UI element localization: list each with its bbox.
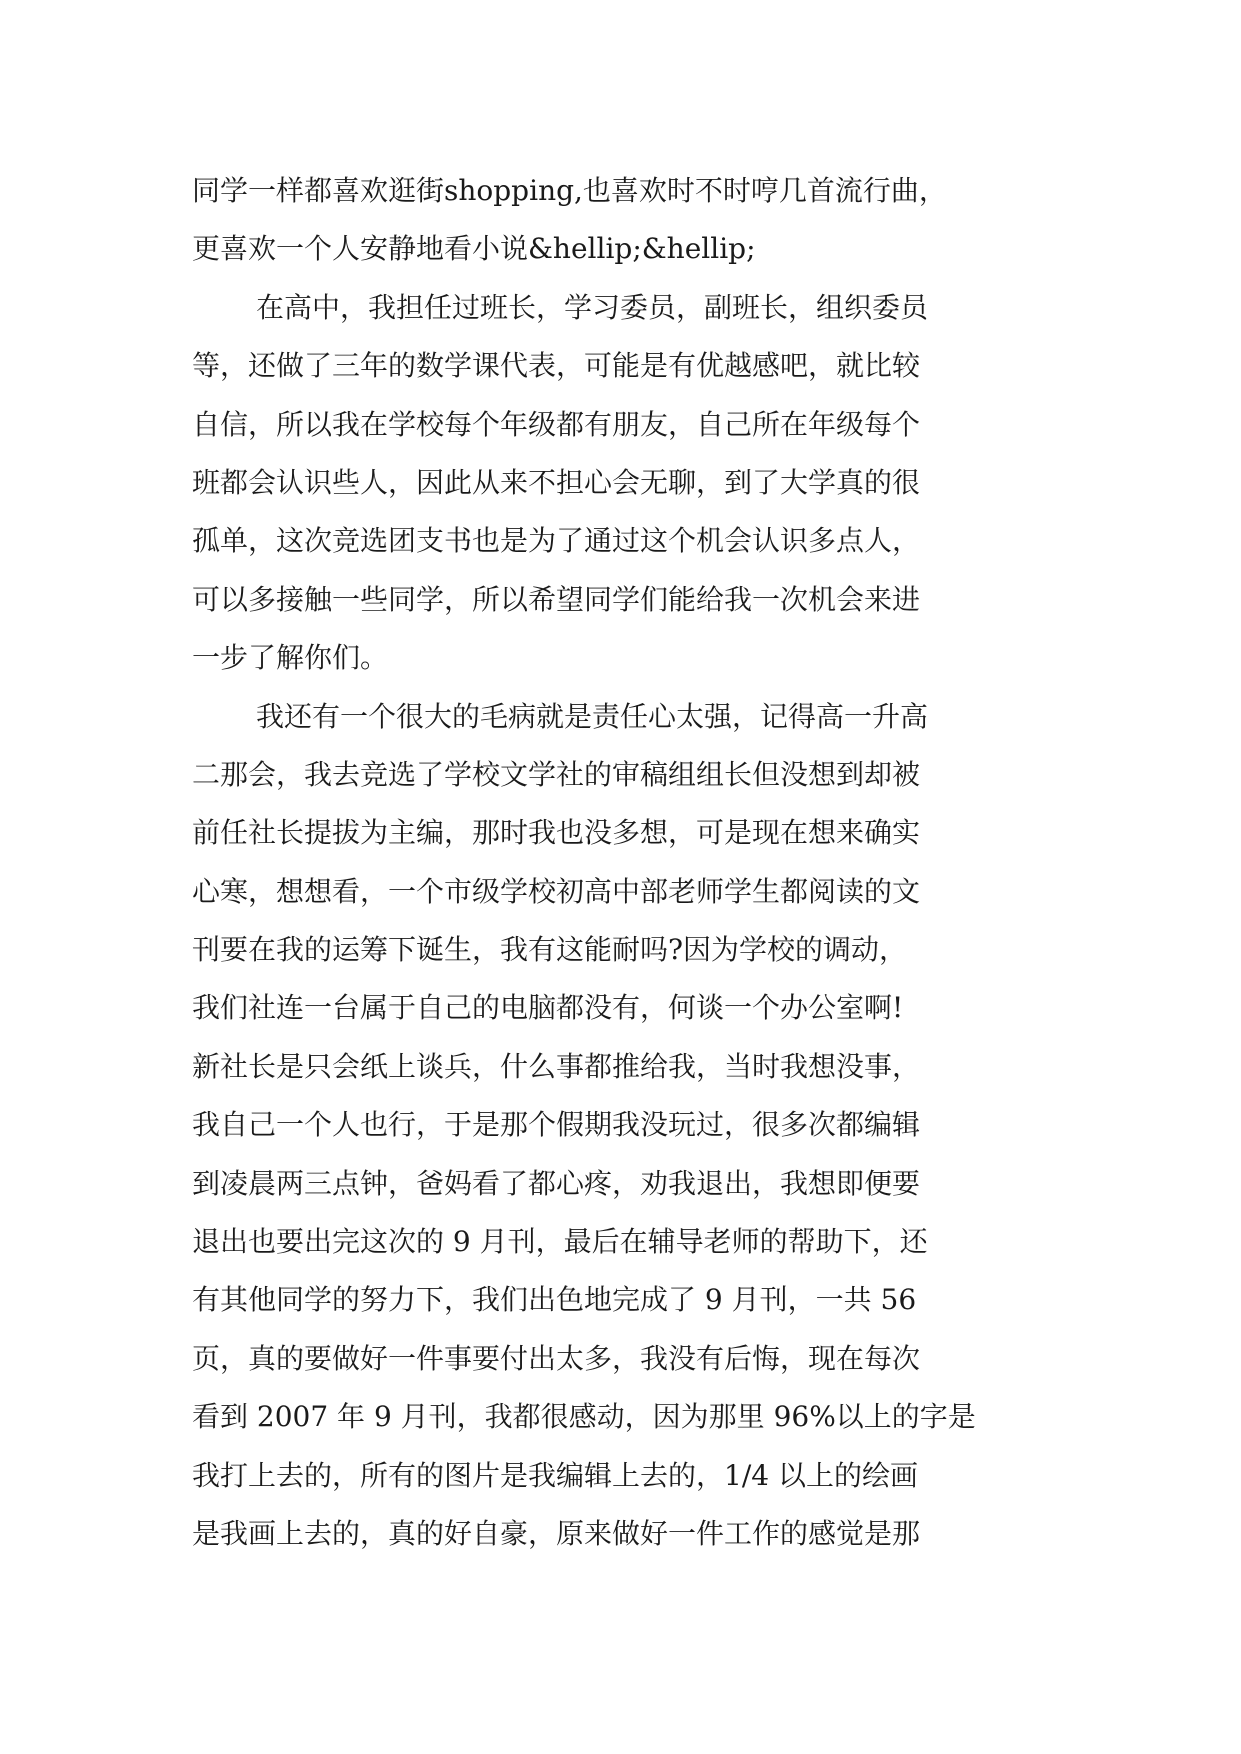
text-line: 新社长是只会纸上谈兵，什么事都推给我，当时我想没事， (192, 1049, 921, 1083)
text-line: 可以多接触一些同学，所以希望同学们能给我一次机会来进 (192, 582, 921, 616)
text-line: 孤单，这次竞选团支书也是为了通过这个机会认识多点人， (192, 524, 921, 558)
text-line: 看到 2007 年 9 月刊，我都很感动，因为那里 96%以上的字是 (192, 1400, 976, 1434)
text-line: 页，真的要做好一件事要付出太多，我没有后悔，现在每次 (192, 1341, 921, 1375)
text-line: 自信，所以我在学校每个年级都有朋友，自己所在年级每个 (192, 407, 921, 441)
text-line: 在高中，我担任过班长，学习委员，副班长，组织委员 (256, 290, 929, 324)
text-line: 更喜欢一个人安静地看小说&hellip;&hellip; (192, 232, 756, 266)
text-line: 我打上去的，所有的图片是我编辑上去的，1/4 以上的绘画 (192, 1458, 918, 1492)
text-line: 班都会认识些人，因此从来不担心会无聊，到了大学真的很 (192, 465, 921, 499)
text-line: 我自己一个人也行，于是那个假期我没玩过，很多次都编辑 (192, 1108, 921, 1142)
text-line: 到凌晨两三点钟，爸妈看了都心疼，劝我退出，我想即便要 (192, 1166, 921, 1200)
text-line: 一步了解你们。 (192, 641, 389, 675)
text-line: 我还有一个很大的毛病就是责任心太强，记得高一升高 (256, 699, 929, 733)
text-line: 等，还做了三年的数学课代表，可能是有优越感吧，就比较 (192, 349, 921, 383)
text-line: 是我画上去的，真的好自豪，原来做好一件工作的感觉是那 (192, 1516, 921, 1550)
body-text (192, 162, 1092, 1563)
paragraph-1 (192, 162, 1092, 279)
text-line: 刊要在我的运筹下诞生，我有这能耐吗?因为学校的调动， (192, 933, 908, 967)
text-line: 同学一样都喜欢逛街shopping,也喜欢时不时哼几首流行曲， (192, 174, 947, 207)
text-line: 我们社连一台属于自己的电脑都没有，何谈一个办公室啊! (192, 991, 904, 1025)
paragraph-3 (192, 688, 1092, 1564)
text-line: 二那会，我去竞选了学校文学社的审稿组组长但没想到却被 (192, 757, 921, 791)
text-line: 前任社长提拔为主编，那时我也没多想，可是现在想来确实 (192, 816, 921, 850)
paragraph-2 (192, 279, 1092, 688)
text-line: 退出也要出完这次的 9 月刊，最后在辅导老师的帮助下，还 (192, 1225, 928, 1259)
text-line: 心寒，想想看，一个市级学校初高中部老师学生都阅读的文 (192, 874, 921, 908)
text-line: 有其他同学的努力下，我们出色地完成了 9 月刊，一共 56 (192, 1283, 917, 1317)
